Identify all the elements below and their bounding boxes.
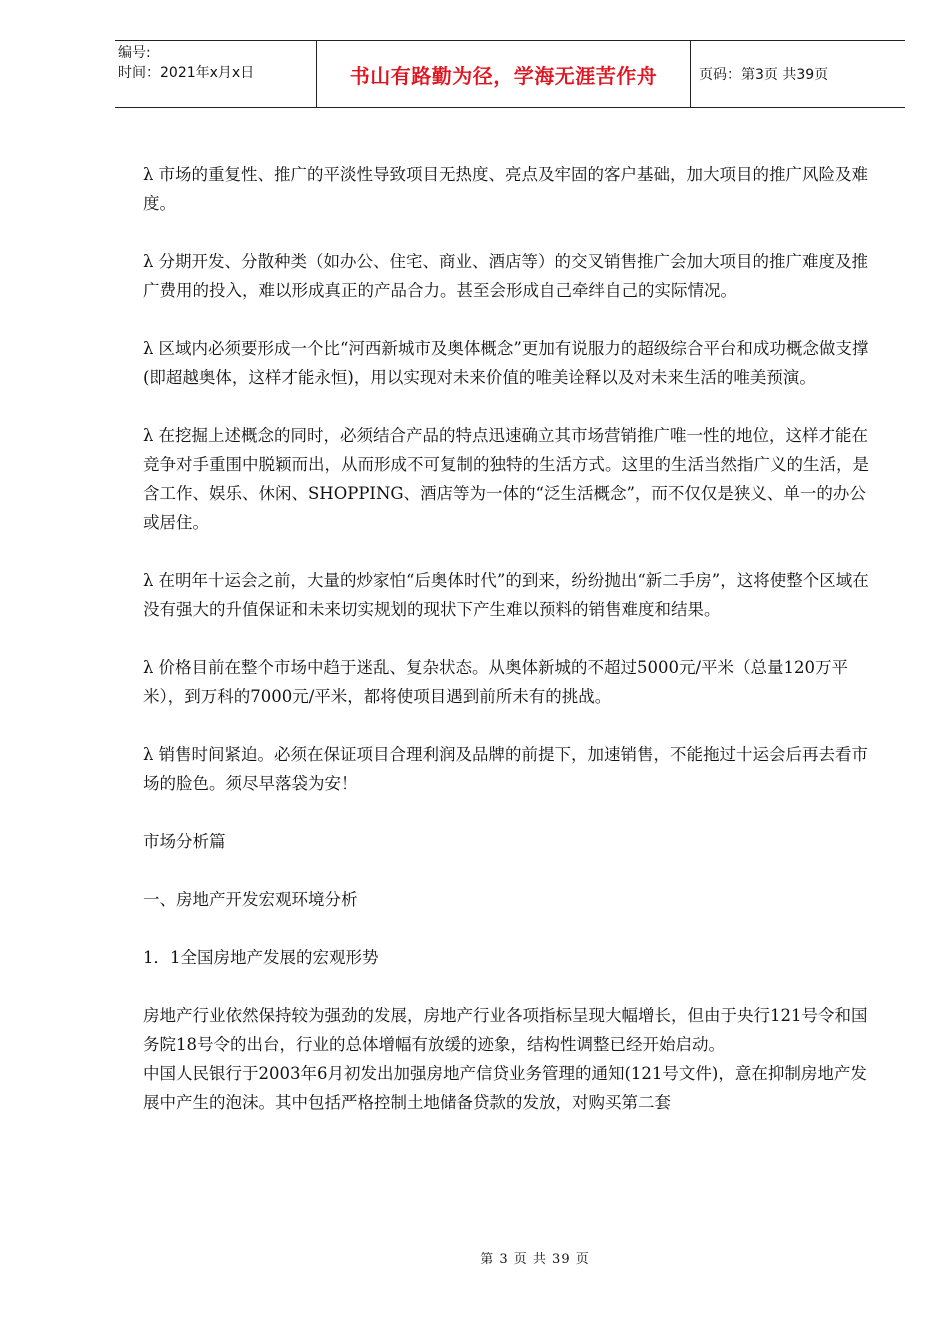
bullet-text: 市场的重复性、推广的平淡性导致项目无热度、亮点及牢固的客户基础，加大项目的推广风险及难度。	[143, 165, 868, 213]
document-time-label: 时间：2021年x月x日	[118, 65, 255, 81]
bullet-text: 在明年十运会之前，大量的炒家怕“后奥体时代”的到来，纷纷抛出“新二手房”，这将使整个区域在没有强大的升值保证和未来切实规划的现状下产生难以预料的销售难度和结果。	[143, 571, 869, 619]
lambda-bullet-icon: λ	[143, 339, 154, 358]
lambda-bullet-icon: λ	[143, 571, 154, 590]
heading-1: 一、房地产开发宏观环境分析	[143, 890, 358, 909]
lambda-bullet-icon: λ	[143, 658, 154, 677]
page-footer: 第 3 页 共 39 页	[480, 1252, 590, 1267]
section-title: 市场分析篇	[143, 832, 226, 851]
bullet-paragraph	[143, 247, 878, 305]
bullet-paragraph	[143, 566, 878, 624]
body-paragraph: 房地产行业依然保持较为强劲的发展，房地产行业各项指标呈现大幅增长，但由于央行121号令和国务院18号令的出台，行业的总体增幅有放缓的迹象，结构性调整已经开始启动。	[143, 1006, 868, 1054]
header-page-info: 页码：第3页 共39页	[699, 67, 829, 83]
bullet-text: 区域内必须要形成一个比“河西新城市及奥体概念”更加有说服力的超级综合平台和成功概念做支撑(即超越奥体，这样才能永恒)，用以实现对未来价值的唯美诠释以及对未来生活的唯美预演。	[143, 339, 869, 387]
bullet-text: 销售时间紧迫。必须在保证项目合理利润及品牌的前提下，加速销售，不能拖过十运会后再去看市场的脸色。须尽早落袋为安！	[143, 745, 868, 793]
lambda-bullet-icon: λ	[143, 426, 154, 445]
bullet-paragraph	[143, 740, 878, 798]
bullet-paragraph	[143, 160, 878, 218]
bullet-paragraph	[143, 421, 878, 537]
page-header	[115, 40, 905, 108]
bullet-text: 价格目前在整个市场中趋于迷乱、复杂状态。从奥体新城的不超过5000元/平米（总量120万平米），到万科的7000元/平米，都将使项目遇到前所未有的挑战。	[143, 658, 849, 706]
lambda-bullet-icon: λ	[143, 745, 154, 764]
lambda-bullet-icon: λ	[143, 165, 154, 184]
header-motto: 书山有路勤为径，学海无涯苦作舟	[317, 41, 691, 107]
bullet-text: 分期开发、分散种类（如办公、住宅、商业、酒店等）的交叉销售推广会加大项目的推广难度及推广费用的投入，难以形成真正的产品合力。甚至会形成自己牵绊自己的实际情况。	[143, 252, 868, 300]
lambda-bullet-icon: λ	[143, 252, 154, 271]
bullet-paragraph	[143, 653, 878, 711]
document-number-label: 编号:	[118, 45, 151, 61]
bullet-paragraph	[143, 334, 878, 392]
heading-1-1: 1．1全国房地产发展的宏观形势	[143, 948, 379, 967]
body-paragraph: 中国人民银行于2003年6月初发出加强房地产信贷业务管理的通知(121号文件)，意在抑制房地产发展中产生的泡沫。其中包括严格控制土地储备贷款的发放，对购买第二套	[143, 1064, 867, 1112]
document-body	[143, 160, 878, 1117]
header-meta	[115, 41, 317, 107]
bullet-text: 在挖掘上述概念的同时，必须结合产品的特点迅速确立其市场营销推广唯一性的地位，这样才能在竞争对手重围中脱颖而出，从而形成不可复制的独特的生活方式。这里的生活当然指广义的生活，是含工作、娱乐、休闲、SHOPPING、酒店等为一体的“泛生活概念”，而不仅仅是狭义、单一的办公或居住。	[143, 426, 869, 532]
